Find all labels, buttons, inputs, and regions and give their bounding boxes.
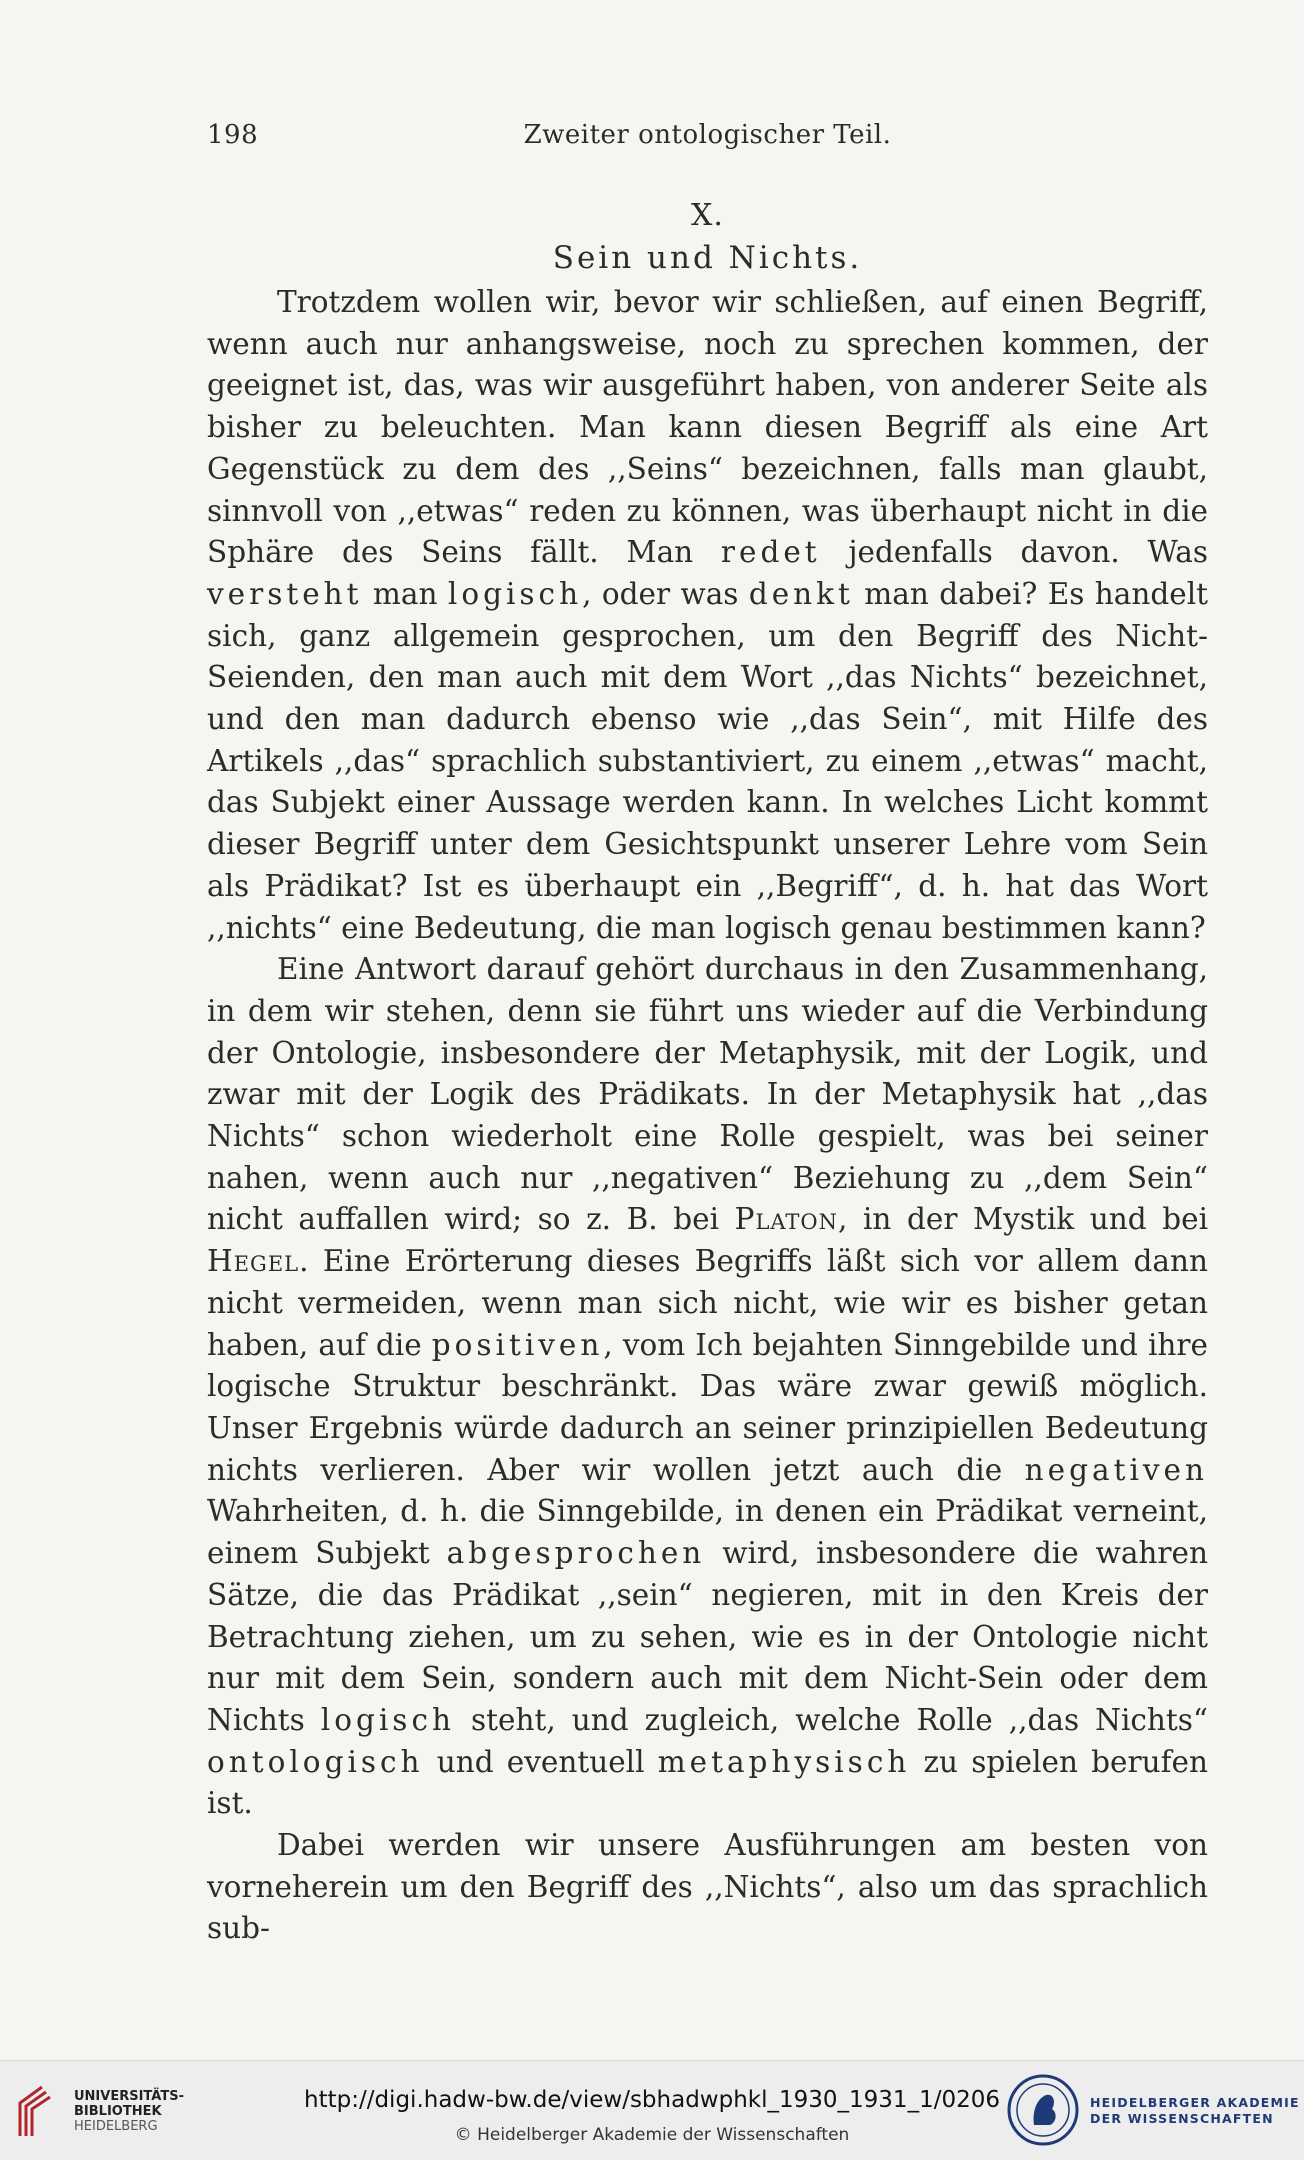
name-smallcaps: Platon [734,1202,839,1237]
emphasis: versteht [207,576,363,611]
emphasis: metaphysisch [657,1744,911,1779]
footer-bar [0,2060,1304,2160]
emphasis: logisch [447,576,583,611]
page-number: 198 [207,120,259,150]
chapter-number: X. [691,198,724,233]
emphasis: abgesprochen [446,1536,706,1571]
paragraph-2: Eine Antwort darauf gehört durchaus in den Zusammenhang, in dem wir stehen, denn sie führt uns wieder auf die Verbindung der Ontologie, insbesondere der Metaphysik, mit der Logik, und zwar mit der Logik des Prädikats. In der Metaphysik hat ,,das Nichts“ schon wiederholt eine Rolle gespielt, was bei seiner nahen, wenn auch nur ,,negativen“ Beziehung zu ,,dem Sein“ nicht auffallen wird; so z. B. bei Platon, in der Mystik und bei Hegel. Eine Erörterung dieses Begriffs läßt sich vor allem dann nicht vermeiden, wenn man sich nicht, wie wir es bisher getan haben, auf die positiven, vom Ich bejahten Sinngebilde und ihre logische Struktur beschränkt. Das wäre zwar gewiß möglich. Unser Ergebnis würde dadurch an seiner prinzipiellen Bedeutung nichts verlieren. Aber wir wollen jetzt auch die negativen Wahrheiten, d. h. die Sinngebilde, in denen ein Prädikat verneint, einem Subjekt abgesprochen wird, insbesondere die wahren Sätze, die das Prädikat ,,sein“ negieren, mit in den Kreis der Betrachtung ziehen, um zu sehen, wie es in der Ontologie nicht nur mit dem Sein, sondern auch mit dem Nicht-Sein oder dem Nichts logisch steht, und zugleich, welche Rolle ,,das Nichts“ ontologisch und eventuell metaphysisch zu spielen berufen ist. [207,952,1209,1821]
ub-heidelberg-label: UNIVERSITÄTS- BIBLIOTHEK HEIDELBERG [74,2089,184,2134]
emphasis: positiven [431,1327,604,1362]
source-url-link[interactable]: http://digi.hadw-bw.de/view/sbhadwphkl_1930_1931_1/0206 [304,2087,1000,2113]
emphasis: redet [720,535,821,570]
running-head [207,120,1208,160]
paragraph-1: Trotzdem wollen wir, bevor wir schließen, auf einen Begriff, wenn auch nur anhangsweise, noch zu sprechen kommen, der geeignet ist, das, was wir ausgeführt haben, von anderer Seite als bisher zu beleuchten. Man kann diesen Begriff als eine Art Gegenstück zu dem des ,,Seins“ bezeichnen, falls man glaubt, sinnvoll von ,,etwas“ reden zu können, was überhaupt nicht in die Sphäre des Seins fällt. Man redet jedenfalls davon. Was versteht man logisch, oder was denkt man dabei? Es handelt sich, ganz allgemein gesprochen, um den Begriff des Nicht-Seienden, den man auch mit dem Wort ,,das Nichts“ bezeichnet, und den man dadurch ebenso wie ,,das Sein“, mit Hilfe des Artikels ,,das“ sprachlich substantiviert, zu einem ,,etwas“ macht, das Subjekt einer Aussage werden kann. In welches Licht kommt dieser Begriff unter dem Gesichtspunkt unserer Lehre vom Sein als Prädikat? Ist es überhaupt ein ,,Begriff“, d. h. hat das Wort ,,nichts“ eine Bedeutung, die man logisch genau bestimmen kann? [207,285,1208,945]
running-title: Zweiter ontologischer Teil. [523,120,892,150]
chapter-title: Sein und Nichts. [552,240,863,276]
paragraph-3: Dabei werden wir unsere Ausführungen am besten von vorneherein um den Begriff des ,,Nichts“, also um das sprachlich sub- [207,1828,1208,1946]
body-text [207,282,1208,1950]
copyright-notice: © Heidelberger Akademie der Wissenschaften [454,2125,850,2145]
emphasis: negativen [1024,1452,1208,1487]
emphasis: logisch [320,1702,455,1737]
emphasis: ontologisch [207,1744,424,1779]
emphasis: denkt [748,576,854,611]
name-smallcaps: Hegel [207,1244,300,1279]
academy-label: HEIDELBERGER AKADEMIE DER WISSENSCHAFTEN [1090,2095,1300,2126]
academy-seal-icon [1006,2073,1080,2147]
